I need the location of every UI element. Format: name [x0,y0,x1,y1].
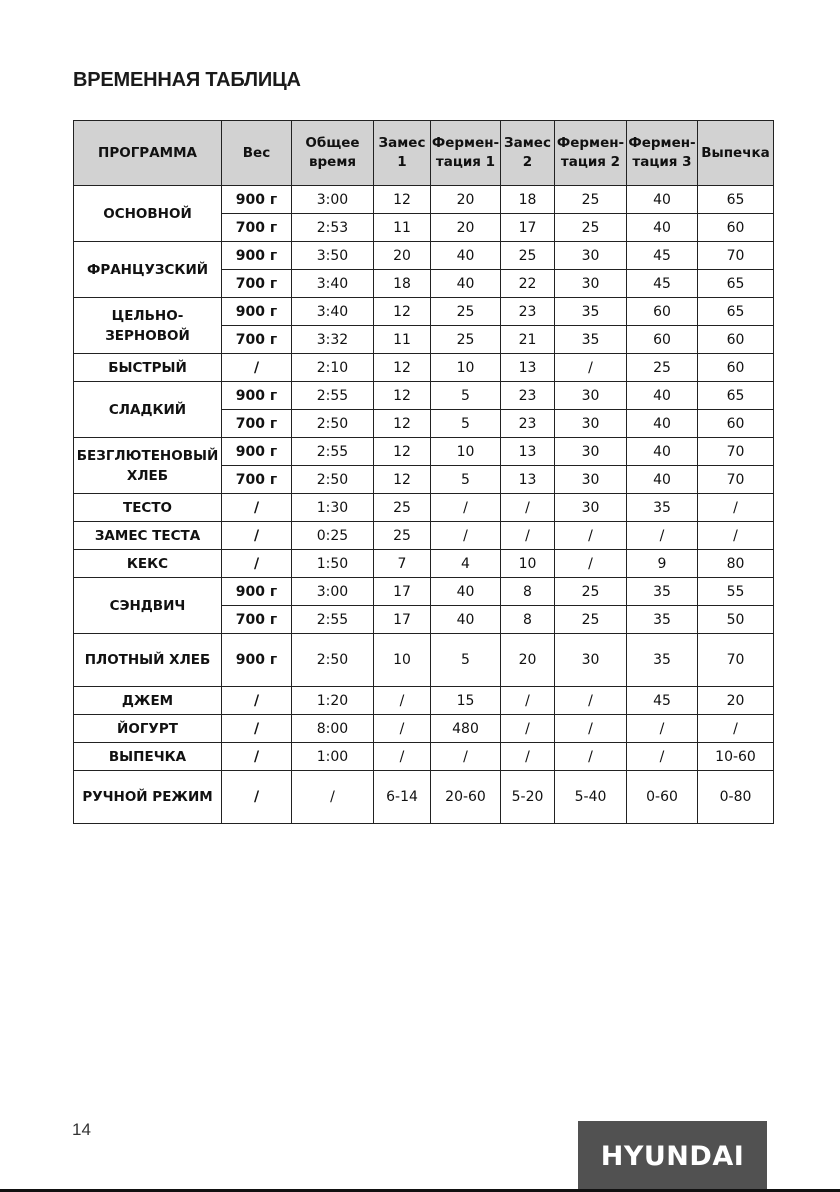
time-cell: / [698,522,774,550]
table-body [74,186,774,824]
table-row [74,687,774,715]
time-cell: 35 [627,606,698,634]
time-cell: 40 [627,382,698,410]
time-cell: 35 [627,634,698,687]
time-cell: 30 [555,410,627,438]
column-header: Замес 2 [501,121,555,186]
time-cell: / [555,522,627,550]
brand-logo: HYUNDAI [578,1121,767,1192]
weight-cell: / [222,687,292,715]
time-cell: 3:50 [292,242,374,270]
program-name: ЗАМЕС ТЕСТА [74,522,222,550]
time-cell: 10 [374,634,431,687]
weight-cell: / [222,550,292,578]
program-name: КЕКС [74,550,222,578]
time-cell: 8 [501,578,555,606]
time-cell: 25 [501,242,555,270]
time-cell: 60 [698,354,774,382]
program-name: ФРАНЦУЗСКИЙ [74,242,222,298]
time-cell: 11 [374,214,431,242]
program-name: ЦЕЛЬНО- ЗЕРНОВОЙ [74,298,222,354]
table-row [74,494,774,522]
column-header: Фермен- тация 1 [431,121,501,186]
weight-cell: 700 г [222,410,292,438]
time-cell: 1:30 [292,494,374,522]
time-cell: 25 [555,186,627,214]
time-cell: 20 [431,186,501,214]
time-cell: 45 [627,270,698,298]
time-cell: 17 [501,214,555,242]
weight-cell: 900 г [222,634,292,687]
time-cell: 13 [501,466,555,494]
time-cell: 60 [698,410,774,438]
time-cell: 30 [555,270,627,298]
weight-cell: 900 г [222,186,292,214]
weight-cell: 900 г [222,242,292,270]
time-cell: 18 [374,270,431,298]
time-cell: 12 [374,186,431,214]
time-cell: 1:50 [292,550,374,578]
weight-cell: 900 г [222,298,292,326]
time-cell: 5 [431,466,501,494]
time-cell: 25 [374,494,431,522]
time-cell: / [555,687,627,715]
program-name: СЛАДКИЙ [74,382,222,438]
time-cell: 3:40 [292,298,374,326]
time-cell: 12 [374,298,431,326]
column-header: Фермен- тация 2 [555,121,627,186]
table-row [74,522,774,550]
time-cell: 2:10 [292,354,374,382]
time-cell: 8:00 [292,715,374,743]
time-cell: 9 [627,550,698,578]
time-cell: / [555,715,627,743]
time-cell: 25 [555,578,627,606]
weight-cell: 700 г [222,214,292,242]
time-cell: 25 [555,606,627,634]
time-cell: 40 [627,466,698,494]
weight-cell: 900 г [222,438,292,466]
time-cell: 10 [501,550,555,578]
time-cell: 17 [374,606,431,634]
time-cell: 30 [555,634,627,687]
weight-cell: / [222,494,292,522]
weight-cell: / [222,715,292,743]
weight-cell: 700 г [222,270,292,298]
time-cell: 5 [431,634,501,687]
time-cell: 12 [374,466,431,494]
time-cell: / [698,494,774,522]
time-cell: / [627,743,698,771]
time-cell: / [627,715,698,743]
time-cell: 3:32 [292,326,374,354]
weight-cell: 700 г [222,326,292,354]
time-cell: 0:25 [292,522,374,550]
page-number: 14 [72,1120,91,1139]
column-header: Выпечка [698,121,774,186]
time-cell: 2:53 [292,214,374,242]
table-row [74,715,774,743]
time-cell: 70 [698,634,774,687]
time-cell: 7 [374,550,431,578]
time-cell: 25 [431,298,501,326]
time-cell: / [555,354,627,382]
time-cell: 5 [431,410,501,438]
time-cell: 50 [698,606,774,634]
time-cell: 60 [698,214,774,242]
program-name: ТЕСТО [74,494,222,522]
time-cell: 12 [374,382,431,410]
time-cell: 65 [698,382,774,410]
time-cell: 25 [555,214,627,242]
time-cell: 60 [627,298,698,326]
time-cell: 2:50 [292,634,374,687]
table-row [74,186,774,214]
time-cell: 1:20 [292,687,374,715]
time-cell: 40 [431,270,501,298]
weight-cell: 900 г [222,578,292,606]
time-cell: 40 [431,578,501,606]
time-cell: / [501,715,555,743]
table-row [74,354,774,382]
time-cell: / [555,550,627,578]
time-cell: 55 [698,578,774,606]
time-cell: 3:00 [292,578,374,606]
weight-cell: / [222,354,292,382]
time-cell: / [374,743,431,771]
time-cell: 10-60 [698,743,774,771]
time-cell: 40 [627,438,698,466]
time-cell: 15 [431,687,501,715]
weight-cell: / [222,743,292,771]
program-name: ОСНОВНОЙ [74,186,222,242]
program-name: БЕЗГЛЮТЕНОВЫЙ ХЛЕБ [74,438,222,494]
time-cell: 45 [627,687,698,715]
time-cell: / [501,522,555,550]
time-cell: 3:40 [292,270,374,298]
time-cell: / [374,687,431,715]
time-cell: 23 [501,382,555,410]
time-cell: 2:50 [292,466,374,494]
time-cell: 20 [431,214,501,242]
time-cell: 10 [431,438,501,466]
column-header: Общее время [292,121,374,186]
time-cell: 11 [374,326,431,354]
program-name: БЫСТРЫЙ [74,354,222,382]
time-cell: / [501,687,555,715]
time-cell: 30 [555,382,627,410]
table-row [74,382,774,410]
time-cell: 2:55 [292,606,374,634]
column-header: Вес [222,121,292,186]
time-cell: 480 [431,715,501,743]
time-cell: 20-60 [431,771,501,824]
time-cell: 8 [501,606,555,634]
table-row [74,771,774,824]
time-cell: / [501,494,555,522]
time-cell: 35 [555,326,627,354]
table-row [74,550,774,578]
time-cell: / [431,743,501,771]
time-cell: 35 [627,578,698,606]
time-cell: / [431,522,501,550]
time-cell: / [431,494,501,522]
time-cell: 45 [627,242,698,270]
time-cell: 1:00 [292,743,374,771]
time-cell: 65 [698,270,774,298]
time-cell: 60 [698,326,774,354]
time-cell: 60 [627,326,698,354]
time-cell: 40 [627,214,698,242]
time-cell: / [555,743,627,771]
column-header: Замес 1 [374,121,431,186]
time-cell: 65 [698,186,774,214]
program-name: ЙОГУРТ [74,715,222,743]
time-cell: 40 [627,186,698,214]
time-cell: 40 [431,242,501,270]
table-row [74,743,774,771]
weight-cell: / [222,522,292,550]
time-cell: 30 [555,242,627,270]
time-cell: 4 [431,550,501,578]
time-cell: 2:55 [292,382,374,410]
time-cell: / [501,743,555,771]
time-cell: / [374,715,431,743]
time-cell: 2:50 [292,410,374,438]
weight-cell: / [222,771,292,824]
program-name: ВЫПЕЧКА [74,743,222,771]
time-cell: / [698,715,774,743]
time-cell: 80 [698,550,774,578]
time-cell: 5 [431,382,501,410]
time-cell: 25 [431,326,501,354]
column-header: Фермен- тация 3 [627,121,698,186]
time-cell: 3:00 [292,186,374,214]
time-cell: 70 [698,242,774,270]
time-cell: 23 [501,410,555,438]
program-name: СЭНДВИЧ [74,578,222,634]
time-cell: 35 [555,298,627,326]
table-row [74,298,774,326]
table-row [74,242,774,270]
weight-cell: 700 г [222,606,292,634]
time-cell: 35 [627,494,698,522]
time-cell: 12 [374,438,431,466]
timing-table [73,120,774,824]
time-cell: 20 [698,687,774,715]
time-cell: / [627,522,698,550]
time-cell: 30 [555,466,627,494]
time-cell: 10 [431,354,501,382]
time-cell: 40 [627,410,698,438]
program-name: РУЧНОЙ РЕЖИМ [74,771,222,824]
time-cell: 21 [501,326,555,354]
table-header-row [74,121,774,186]
time-cell: 0-60 [627,771,698,824]
time-cell: 25 [374,522,431,550]
time-cell: 20 [374,242,431,270]
table-row [74,578,774,606]
time-cell: 0-80 [698,771,774,824]
time-cell: 12 [374,410,431,438]
time-cell: 13 [501,354,555,382]
time-cell: 5-20 [501,771,555,824]
weight-cell: 900 г [222,382,292,410]
time-cell: 5-40 [555,771,627,824]
time-cell: 25 [627,354,698,382]
time-cell: 18 [501,186,555,214]
page-title: ВРЕМЕННАЯ ТАБЛИЦА [73,69,301,91]
weight-cell: 700 г [222,466,292,494]
time-cell: 6-14 [374,771,431,824]
time-cell: 12 [374,354,431,382]
time-cell: 30 [555,494,627,522]
table-row [74,634,774,687]
time-cell: 70 [698,438,774,466]
time-cell: 17 [374,578,431,606]
time-cell: 23 [501,298,555,326]
time-cell: 65 [698,298,774,326]
time-cell: 40 [431,606,501,634]
program-name: ПЛОТНЫЙ ХЛЕБ [74,634,222,687]
time-cell: 2:55 [292,438,374,466]
column-header: ПРОГРАММА [74,121,222,186]
time-cell: 20 [501,634,555,687]
time-cell: 13 [501,438,555,466]
time-cell: / [292,771,374,824]
program-name: ДЖЕМ [74,687,222,715]
time-cell: 22 [501,270,555,298]
time-cell: 30 [555,438,627,466]
time-cell: 70 [698,466,774,494]
table-row [74,438,774,466]
